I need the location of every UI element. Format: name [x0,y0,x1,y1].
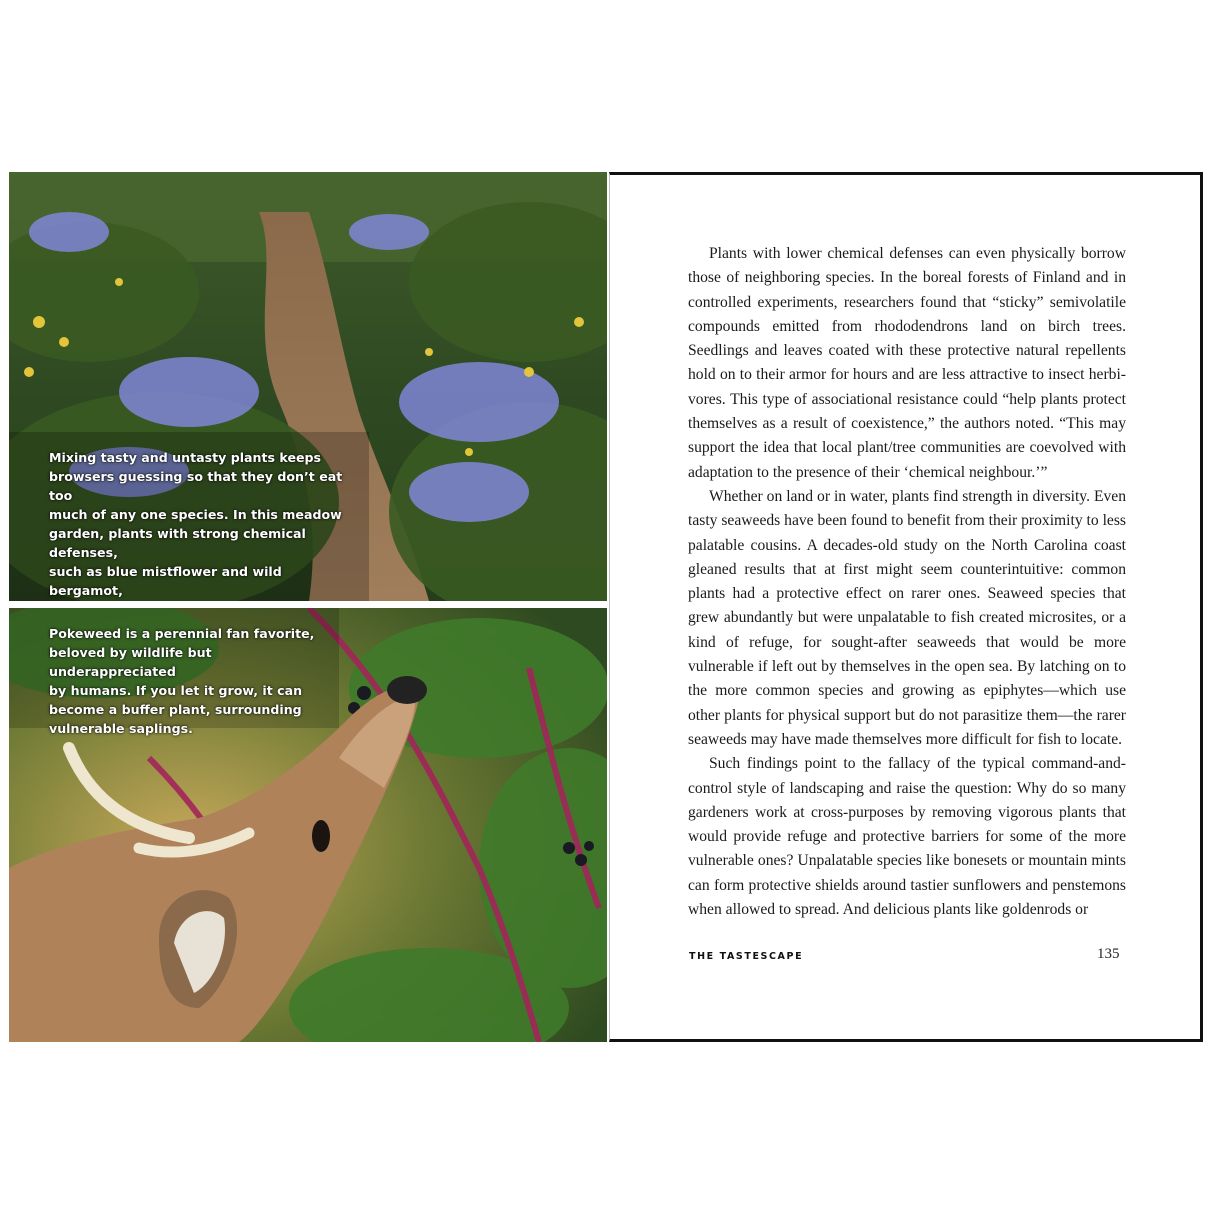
pokeweed-caption: Pokeweed is a perennial fan favorite, beloved by wildlife but underappreciated by humans. If you let it grow, it can become a buffer plant, surrounding vulnerable saplings. [49,626,315,736]
text-page [609,172,1203,1042]
meadow-caption: Mixing tasty and untasty plants keeps browsers guessing so that they don’t eat too much of any one species. In this meadow garden, plants with strong chemical defenses, such as blue mistflower and wild bergamot, [49,450,343,598]
paragraph-3: Such findings point to the fallacy of the typical command-and-control style of landscaping and raise the question: Why do so many gardeners work at cross-purposes by removing vigorous plants that would provide refuge and protective barriers for some of the more vulnerable ones? Unpalatable species like bonesets or mountain mints can form protective shields around tastier sunflowers and penstemons when allowed to spread. And delicious plants like goldenrods or [688,755,1126,919]
paragraph-1: Plants with lower chemical defenses can even physically borrow those of neighboring species. In the boreal forests of Finland and in controlled experiments, researchers found that “sticky” semivolatile compounds emitted from rhododendrons land on birch trees. Seedlings and leaves coated with these protective natural repellents hold on to their armor for hours and are less attractive to insect herbivores. This type of associational resistance could “help plants protect themselves as a result of coexistence,” the authors noted. “This may support the idea that local plant/tree communities are coevolved with adaptation to the presence of their ‘chemical neighbour.’” [688,245,1126,481]
deer-pokeweed-photo [9,608,607,1042]
running-title: THE TASTESCAPE [689,951,804,962]
meadow-path-photo [9,172,607,601]
book-spread [9,172,1205,1042]
body-text [688,242,1126,922]
page-number: 135 [1097,946,1120,962]
paragraph-2: Whether on land or in water, plants find strength in diversity. Even tasty seaweeds have been found to benefit from their proximity to less palatable cousins. A decades-old study on the North Carolina coast gleaned results that at first might seem counterintuitive: common plants had a protective effect on rarer ones. Seaweed species that grew abundantly but were unpalatable to fish created microsites, or a kind of refuge, for sought-after seaweeds that would be more vulnerable if left out by themselves in the open sea. By latching on to the more common species and growing as epiphytes—which use other plants for physical support but do not parasitize them—the rarer seaweeds may have made themselves more difficult for fish to locate. [688,487,1126,748]
